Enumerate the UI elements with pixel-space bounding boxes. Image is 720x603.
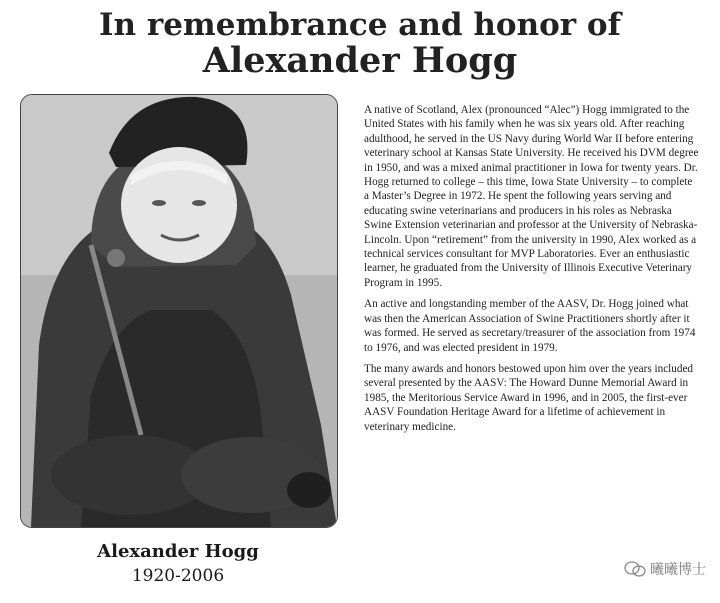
wechat-icon (624, 561, 646, 577)
caption-years: 1920-2006 (131, 566, 225, 586)
watermark-text: 曦曦博士 (650, 562, 706, 578)
portrait-photo (20, 94, 338, 528)
title-line-1: In remembrance and honor of (99, 7, 621, 43)
biography-text (364, 103, 699, 441)
caption-name: Alexander Hogg (97, 541, 259, 562)
bio-paragraph: An active and longstanding member of the AASV, Dr. Hogg joined what was then the American Association of Swine Practitioners shortly after it was formed. He served as secretary/treasurer of the association from 1974 to 1976, and was elected president in 1979. (364, 298, 696, 354)
bio-paragraph: The many awards and honors bestowed upon him over the years included several presented by the AASV: The Howard Dunne Memorial Award in 1985, the Meritorious Service Award in 1996, and in 2005, the first-ever AASV Foundation Heritage Award for a lifetime of achievement in veterinary medicine. (364, 362, 694, 433)
bio-paragraph: A native of Scotland, Alex (pronounced “Alec”) Hogg immigrated to the United States with his family when he was six years old. After reaching adulthood, he served in the US Navy during World War II before entering veterinary school at Kansas State University. He received his DVM degree in 1950, and was a mixed animal practitioner in Iowa for twenty years. Dr. Hogg returned to college – this time, Iowa State University – to complete a Master’s Degree in 1972. He spent the following years serving and educating swine veterinarians and producers in his roles as Nebraska Swine Extension veterinarian and professor at the University of Nebraska-Lincoln. Upon “retirement” from the university in 1990, Alex worked as a technical services consultant for MVP Laboratories. Ever an enthusiastic learner, he graduated from the University of Illinois Executive Veterinary Program in 1995. (364, 104, 699, 289)
title-line-2: Alexander Hogg (202, 40, 518, 81)
portrait-illustration (21, 95, 337, 527)
watermark (624, 559, 706, 579)
